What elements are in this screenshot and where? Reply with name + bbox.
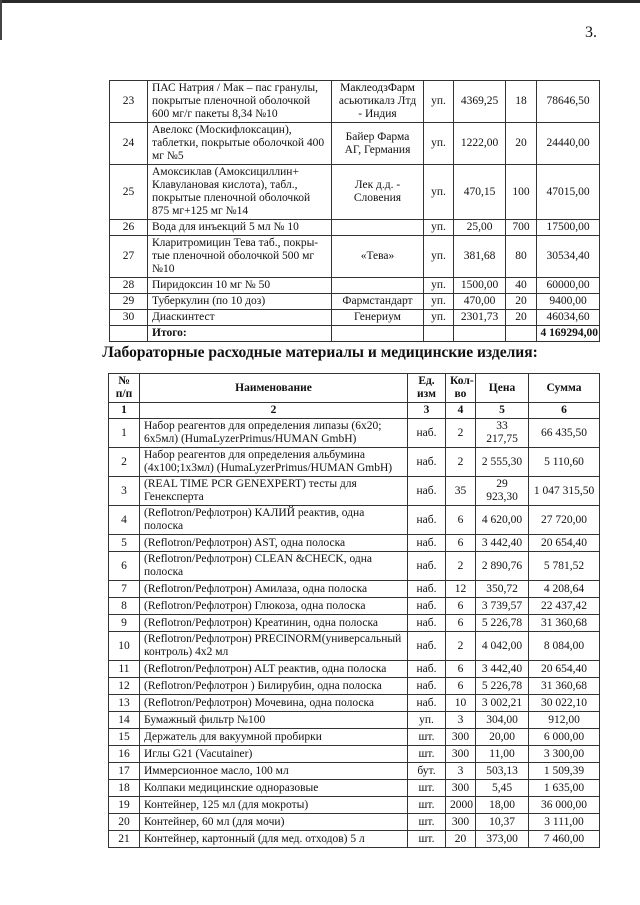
total-row — [110, 326, 600, 342]
price: 25,00 — [454, 220, 506, 236]
price: 3 739,57 — [476, 598, 529, 615]
table-row — [109, 678, 600, 695]
table-row — [109, 661, 600, 678]
quantity: 6 — [446, 535, 476, 552]
col-number: 5 — [476, 403, 529, 419]
quantity: 100 — [506, 165, 537, 220]
price: 33 217,75 — [476, 419, 529, 448]
table-row — [109, 712, 600, 729]
table-row — [109, 814, 600, 831]
sum: 8 084,00 — [529, 632, 600, 661]
table-row — [109, 598, 600, 615]
quantity: 2 — [446, 632, 476, 661]
col-number: 4 — [446, 403, 476, 419]
quantity: 12 — [446, 581, 476, 598]
price: 470,00 — [454, 294, 506, 310]
quantity: 300 — [446, 780, 476, 797]
sum: 36 000,00 — [529, 797, 600, 814]
table-row — [110, 165, 600, 220]
unit: наб. — [408, 615, 446, 632]
quantity: 3 — [446, 712, 476, 729]
item-name: ПАС Натрия / Мак – пас гранулы, покрытые пленочной оболочкой 600 мг/г пакеты 8,34 №10 — [148, 81, 332, 123]
item-name: (Reflotron/Рефлотрон) Мочевина, одна полоска — [140, 695, 408, 712]
sum: 912,00 — [529, 712, 600, 729]
row-number: 6 — [109, 552, 140, 581]
item-name: Иммерсионное масло, 100 мл — [140, 763, 408, 780]
table-row — [110, 236, 600, 278]
row-number: 2 — [109, 448, 140, 477]
unit: шт. — [408, 729, 446, 746]
unit: наб. — [408, 552, 446, 581]
row-number: 25 — [110, 165, 148, 220]
item-name: (REAL TIME PCR GENEXPERT) тесты для Генексперта — [140, 477, 408, 506]
item-name: Держатель для вакуумной пробирки — [140, 729, 408, 746]
quantity: 20 — [506, 294, 537, 310]
table-row — [109, 477, 600, 506]
unit: уп. — [424, 310, 454, 326]
sum: 1 509,39 — [529, 763, 600, 780]
sum: 27 720,00 — [529, 506, 600, 535]
manufacturer: Байер Фарма АГ, Германия — [332, 123, 424, 165]
sum: 1 635,00 — [529, 780, 600, 797]
item-name: Колпаки медицинские одноразовые — [140, 780, 408, 797]
price: 470,15 — [454, 165, 506, 220]
table-row — [110, 310, 600, 326]
item-name: Авелокс (Москифлоксацин), таблетки, покрытые оболочкой 400 мг №5 — [148, 123, 332, 165]
col-number: 1 — [109, 403, 140, 419]
col-number: 2 — [140, 403, 408, 419]
sum: 7 460,00 — [529, 831, 600, 848]
price: 5 226,78 — [476, 615, 529, 632]
quantity: 6 — [446, 506, 476, 535]
item-name: (Reflotron/Рефлотрон) CLEAN &CHECK, одна полоска — [140, 552, 408, 581]
total-value: 4 169294,00 — [537, 326, 600, 342]
header-row — [109, 374, 600, 403]
quantity: 2 — [446, 448, 476, 477]
quantity: 40 — [506, 278, 537, 294]
quantity: 20 — [506, 310, 537, 326]
item-name: (Reflotron/Рефлотрон ) Билирубин, одна полоска — [140, 678, 408, 695]
total-label: Итого: — [148, 326, 332, 342]
item-name: (Reflotron/Рефлотрон) Креатинин, одна полоска — [140, 615, 408, 632]
table-row — [109, 506, 600, 535]
unit: бут. — [408, 763, 446, 780]
unit: шт. — [408, 814, 446, 831]
header-qty: Кол-во — [446, 374, 476, 403]
table-row — [109, 695, 600, 712]
item-name: Вода для инъекций 5 мл № 10 — [148, 220, 332, 236]
unit: уп. — [424, 123, 454, 165]
row-number: 11 — [109, 661, 140, 678]
quantity: 2 — [446, 419, 476, 448]
table-row — [110, 123, 600, 165]
row-number: 28 — [110, 278, 148, 294]
price: 11,00 — [476, 746, 529, 763]
quantity: 300 — [446, 746, 476, 763]
table-row — [109, 780, 600, 797]
header-name: Наименование — [140, 374, 408, 403]
quantity: 2000 — [446, 797, 476, 814]
sum: 24440,00 — [537, 123, 600, 165]
unit: уп. — [424, 81, 454, 123]
unit: наб. — [408, 678, 446, 695]
table-row — [110, 220, 600, 236]
price: 2 555,30 — [476, 448, 529, 477]
sum: 22 437,42 — [529, 598, 600, 615]
quantity: 6 — [446, 661, 476, 678]
item-name: (Reflotron/Рефлотрон) КАЛИЙ реактив, одна полоска — [140, 506, 408, 535]
price: 4369,25 — [454, 81, 506, 123]
unit: уп. — [424, 236, 454, 278]
table-row — [109, 729, 600, 746]
table-row — [110, 278, 600, 294]
quantity: 300 — [446, 729, 476, 746]
price: 503,13 — [476, 763, 529, 780]
header-sum: Сумма — [529, 374, 600, 403]
section-title: Лабораторные расходные материалы и медицинские изделия: — [102, 344, 538, 361]
row-number: 27 — [110, 236, 148, 278]
sum: 47015,00 — [537, 165, 600, 220]
row-number: 21 — [109, 831, 140, 848]
price: 381,68 — [454, 236, 506, 278]
manufacturer: Лек д.д. - Словения — [332, 165, 424, 220]
table-row — [109, 632, 600, 661]
row-number: 19 — [109, 797, 140, 814]
price: 3 002,21 — [476, 695, 529, 712]
unit: шт. — [408, 797, 446, 814]
item-name: (Reflotron/Рефлотрон) AST, одна полоска — [140, 535, 408, 552]
quantity: 35 — [446, 477, 476, 506]
table-row — [110, 81, 600, 123]
table-row — [109, 615, 600, 632]
unit: уп. — [424, 165, 454, 220]
unit: уп. — [408, 712, 446, 729]
item-name: Контейнер, 60 мл (для мочи) — [140, 814, 408, 831]
quantity: 20 — [446, 831, 476, 848]
unit: наб. — [408, 695, 446, 712]
price: 1500,00 — [454, 278, 506, 294]
price: 2 890,76 — [476, 552, 529, 581]
table-row — [109, 763, 600, 780]
price: 3 442,40 — [476, 535, 529, 552]
sum: 5 781,52 — [529, 552, 600, 581]
quantity: 300 — [446, 814, 476, 831]
header-unit: Ед. изм — [408, 374, 446, 403]
sum: 6 000,00 — [529, 729, 600, 746]
item-name: Иглы G21 (Vacutainer) — [140, 746, 408, 763]
unit: наб. — [408, 632, 446, 661]
sum: 1 047 315,50 — [529, 477, 600, 506]
price: 1222,00 — [454, 123, 506, 165]
unit: наб. — [408, 477, 446, 506]
sum: 20 654,40 — [529, 661, 600, 678]
price: 4 620,00 — [476, 506, 529, 535]
row-number: 8 — [109, 598, 140, 615]
unit: шт. — [408, 780, 446, 797]
row-number: 18 — [109, 780, 140, 797]
sum: 17500,00 — [537, 220, 600, 236]
quantity: 6 — [446, 678, 476, 695]
sum: 66 435,50 — [529, 419, 600, 448]
row-number: 10 — [109, 632, 140, 661]
table-row — [110, 294, 600, 310]
price: 373,00 — [476, 831, 529, 848]
item-name: Амоксиклав (Амоксициллин+ Клавулановая кислота), табл., покрытые пленочной оболочкой 875 мг+125 мг №14 — [148, 165, 332, 220]
sum: 30 022,10 — [529, 695, 600, 712]
unit: уп. — [424, 278, 454, 294]
manufacturer — [332, 220, 424, 236]
item-name: (Reflotron/Рефлотрон) ALT реактив, одна полоска — [140, 661, 408, 678]
quantity: 20 — [506, 123, 537, 165]
quantity: 80 — [506, 236, 537, 278]
price: 3 442,40 — [476, 661, 529, 678]
row-number: 29 — [110, 294, 148, 310]
manufacturer: «Тева» — [332, 236, 424, 278]
table-row — [109, 448, 600, 477]
price: 2301,73 — [454, 310, 506, 326]
price: 5 226,78 — [476, 678, 529, 695]
quantity: 6 — [446, 598, 476, 615]
col-number: 6 — [529, 403, 600, 419]
item-name: Набор реагентов для определения альбумина (4х100;1х3мл) (HumaLyzerPrimus/HUMAN GmbH) — [140, 448, 408, 477]
row-number: 4 — [109, 506, 140, 535]
table-row — [109, 419, 600, 448]
manufacturer — [332, 278, 424, 294]
header-price: Цена — [476, 374, 529, 403]
table-row — [109, 831, 600, 848]
row-number: 7 — [109, 581, 140, 598]
column-number-row — [109, 403, 600, 419]
scan-edge-left — [0, 0, 2, 40]
header-num: № п/п — [109, 374, 140, 403]
unit: уп. — [424, 294, 454, 310]
quantity: 2 — [446, 552, 476, 581]
unit: наб. — [408, 506, 446, 535]
sum: 3 300,00 — [529, 746, 600, 763]
sum: 46034,60 — [537, 310, 600, 326]
price: 18,00 — [476, 797, 529, 814]
price: 20,00 — [476, 729, 529, 746]
item-name: Туберкулин (по 10 доз) — [148, 294, 332, 310]
price: 29 923,30 — [476, 477, 529, 506]
sum: 3 111,00 — [529, 814, 600, 831]
sum: 31 360,68 — [529, 615, 600, 632]
manufacturer: Фармстандарт — [332, 294, 424, 310]
price: 4 042,00 — [476, 632, 529, 661]
sum: 78646,50 — [537, 81, 600, 123]
row-number: 1 — [109, 419, 140, 448]
item-name: Контейнер, картонный (для мед. отходов) 5 л — [140, 831, 408, 848]
page-number: 3. — [585, 24, 597, 41]
medicines-table — [109, 80, 600, 342]
sum: 60000,00 — [537, 278, 600, 294]
quantity: 18 — [506, 81, 537, 123]
row-number: 20 — [109, 814, 140, 831]
unit: шт. — [408, 831, 446, 848]
sum: 20 654,40 — [529, 535, 600, 552]
col-number: 3 — [408, 403, 446, 419]
item-name: Набор реагентов для определения липазы (6х20; 6х5мл) (HumaLyzerPrimus/HUMAN GmbH) — [140, 419, 408, 448]
item-name: Пиридоксин 10 мг № 50 — [148, 278, 332, 294]
item-name: Диаскинтест — [148, 310, 332, 326]
price: 350,72 — [476, 581, 529, 598]
row-number: 5 — [109, 535, 140, 552]
unit: наб. — [408, 598, 446, 615]
row-number: 16 — [109, 746, 140, 763]
row-number: 17 — [109, 763, 140, 780]
table-row — [109, 746, 600, 763]
row-number: 24 — [110, 123, 148, 165]
manufacturer: МаклеодзФарм асьютикалз Лтд - Индия — [332, 81, 424, 123]
unit: наб. — [408, 661, 446, 678]
row-number: 26 — [110, 220, 148, 236]
row-number: 23 — [110, 81, 148, 123]
sum: 31 360,68 — [529, 678, 600, 695]
row-number: 9 — [109, 615, 140, 632]
row-number: 14 — [109, 712, 140, 729]
sum: 4 208,64 — [529, 581, 600, 598]
unit: наб. — [408, 448, 446, 477]
sum: 30534,40 — [537, 236, 600, 278]
sum: 5 110,60 — [529, 448, 600, 477]
row-number: 3 — [109, 477, 140, 506]
item-name: Бумажный фильтр №100 — [140, 712, 408, 729]
manufacturer: Генериум — [332, 310, 424, 326]
item-name: (Reflotron/Рефлотрон) PRECINORM(универсальный контроль) 4х2 мл — [140, 632, 408, 661]
unit: наб. — [408, 419, 446, 448]
unit: наб. — [408, 535, 446, 552]
item-name: (Reflotron/Рефлотрон) Амилаза, одна полоска — [140, 581, 408, 598]
price: 10,37 — [476, 814, 529, 831]
sum: 9400,00 — [537, 294, 600, 310]
item-name: Кларитромицин Тева таб., покры-тые пленочной оболочкой 500 мг №10 — [148, 236, 332, 278]
table-row — [109, 581, 600, 598]
quantity: 10 — [446, 695, 476, 712]
row-number: 30 — [110, 310, 148, 326]
row-number: 13 — [109, 695, 140, 712]
unit: уп. — [424, 220, 454, 236]
scan-edge-top — [0, 0, 640, 3]
price: 5,45 — [476, 780, 529, 797]
lab-supplies-table — [108, 373, 600, 848]
row-number: 12 — [109, 678, 140, 695]
row-number: 15 — [109, 729, 140, 746]
unit: шт. — [408, 746, 446, 763]
quantity: 6 — [446, 615, 476, 632]
item-name: Контейнер, 125 мл (для мокроты) — [140, 797, 408, 814]
table-row — [109, 535, 600, 552]
table-row — [109, 552, 600, 581]
price: 304,00 — [476, 712, 529, 729]
quantity: 3 — [446, 763, 476, 780]
table-row — [109, 797, 600, 814]
item-name: (Reflotron/Рефлотрон) Глюкоза, одна полоска — [140, 598, 408, 615]
unit: наб. — [408, 581, 446, 598]
quantity: 700 — [506, 220, 537, 236]
